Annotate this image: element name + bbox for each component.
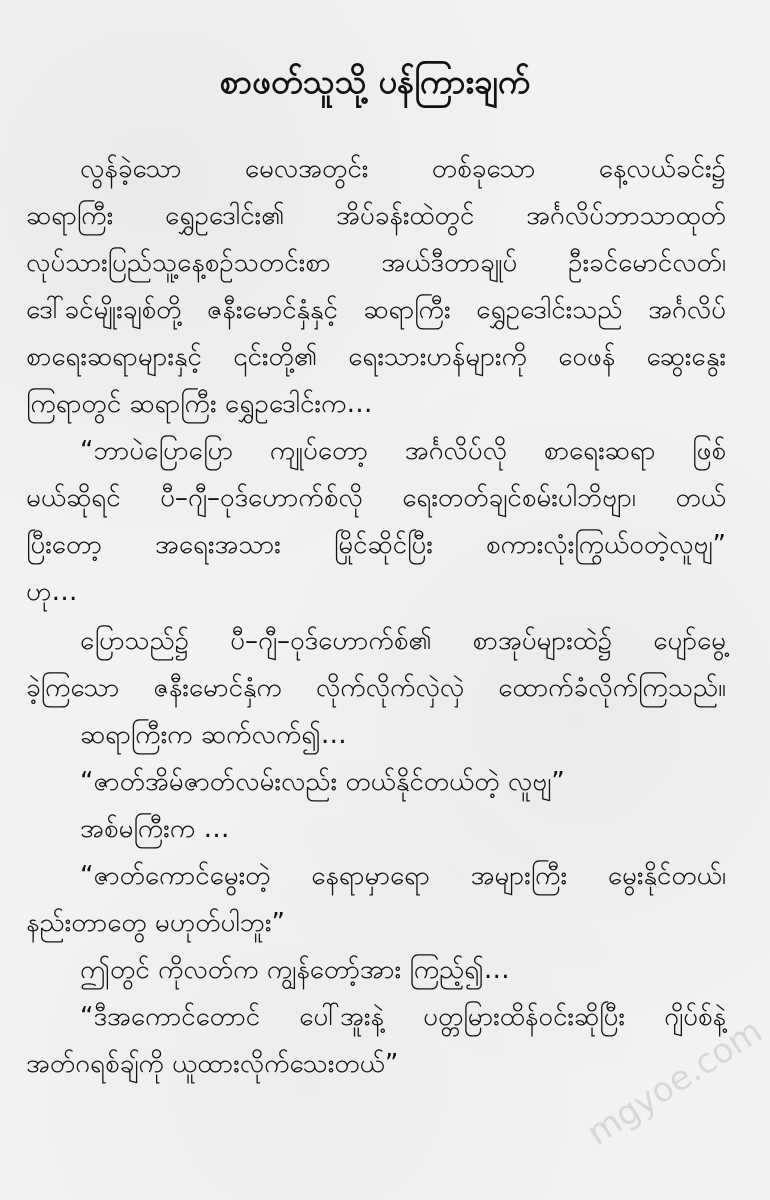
text-line-3: လုပ်သားပြည်သူ့နေ့စဉ်သတင်းစာ အယ်ဒီတာချုပ် ဦးခင်မောင်လတ်၊: [26, 248, 726, 278]
text-line-4: ဒေါ်ခင်မျိုးချစ်တို့ ဇနီးမောင်နှံနှင့် ဆရာကြီး ရွှေဥဒေါင်းသည် အင်္ဂလိပ်: [26, 295, 726, 325]
text-line-16: “ဇာတ်ကောင်မွေးတဲ့ နေရာမှာရော အများကြီး မွေးနိုင်တယ်၊: [80, 861, 726, 891]
text-line-1: လွန်ခဲ့သော မေလအတွင်း တစ်ခုသော နေ့လယ်ခင်း၌: [80, 154, 726, 184]
text-line-11: ပြောသည်၌ ပီ–ဂျီ–ဝုဒ်ဟောက်စ်၏ စာအုပ်များထဲ၌ ပျော်မွေ့: [80, 626, 726, 656]
text-line-10: ဟု…: [26, 577, 78, 607]
text-line-5: စာရေးဆရာများနှင့် ၎င်းတို့၏ ရေးသားဟန်များကို ဝေဖန် ဆွေးနွေး: [26, 342, 726, 372]
text-line-9: ပြီးတော့ အရေးအသား မြိုင်ဆိုင်ပြီး စကားလုံးကြွယ်ဝတဲ့လူဗျ”: [26, 530, 726, 560]
text-line-19: “ဒီအကောင်တောင် ပေါ်အူးနဲ့ ပတ္တမြားထိန်ဝင်းဆိုပြီး ဂျိပ်စ်နဲ့: [80, 1002, 726, 1032]
watermark: mgyoe.com: [580, 1011, 770, 1154]
text-line-17: နည်းတာတွေ မဟုတ်ပါဘူး”: [26, 908, 285, 938]
text-line-2: ဆရာကြီး ရွှေဥဒေါင်း၏ အိပ်ခန်းထဲတွင် အင်္ဂလိပ်ဘာသာထုတ်: [26, 201, 726, 231]
text-line-12: ခဲ့ကြသော ဇနီးမောင်နှံက လိုက်လိုက်လှဲလှဲ ထောက်ခံလိုက်ကြသည်။: [26, 673, 726, 703]
text-line-13: ဆရာကြီးက ဆက်လက်၍…: [80, 720, 347, 750]
text-line-6: ကြရာတွင် ဆရာကြီး ရွှေဥဒေါင်းက…: [26, 389, 373, 419]
text-line-18: ဤတွင် ကိုလတ်က ကျွန်တော့်အား ကြည့်၍…: [80, 955, 510, 985]
text-line-8: မယ်ဆိုရင် ပီ–ဂျီ–ဝုဒ်ဟောက်စ်လို ရေးတတ်ချင်စမ်းပါဘိဗျာ၊ တယ်: [26, 483, 726, 513]
text-line-7: “ဘာပဲပြောပြော ကျုပ်တော့ အင်္ဂလိပ်လို စာရေးဆရာ ဖြစ်: [80, 436, 726, 466]
text-line-14: “ဇာတ်အိမ်ဇာတ်လမ်းလည်း တယ်နိုင်တယ်တဲ့ လူဗျ”: [80, 767, 565, 797]
text-line-15: အစ်မကြီးက …: [80, 814, 230, 844]
text-line-20: အတ်ဂရစ်ချ်ကို ယူထားလိုက်သေးတယ်”: [26, 1049, 399, 1079]
page-title: စာဖတ်သူသို့ ပန်ကြားချက်: [219, 62, 531, 101]
